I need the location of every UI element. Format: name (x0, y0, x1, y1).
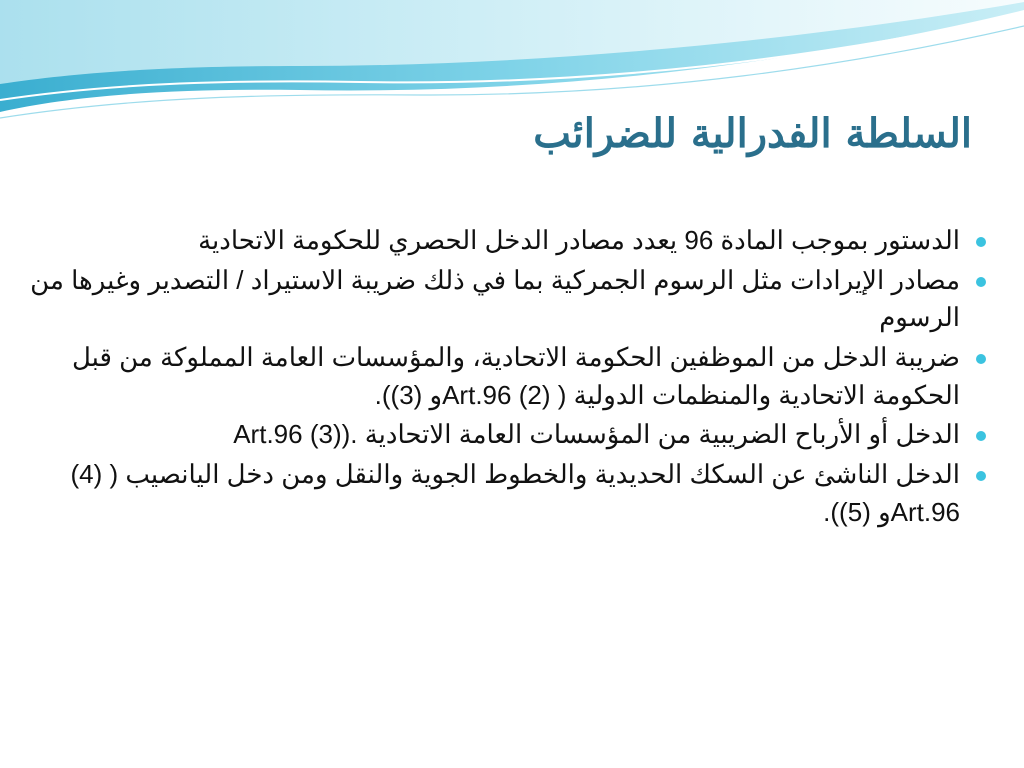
bullet-text: الدخل الناشئ عن السكك الحديدية والخطوط الجوية والنقل ومن دخل اليانصيب ( (4) Art.96و (5)). (70, 459, 960, 527)
bullet-item (16, 456, 986, 531)
bullet-text: الدستور بموجب المادة 96 يعدد مصادر الدخل الحصري للحكومة الاتحادية (198, 225, 960, 255)
bullet-text: مصادر الإيرادات مثل الرسوم الجمركية بما في ذلك ضريبة الاستيراد / التصدير وغيرها من الرسوم (30, 264, 960, 333)
bullet-item (16, 339, 986, 414)
bullet-dot-icon (976, 471, 986, 481)
bullet-dot-icon (976, 431, 986, 441)
bullet-dot-icon (976, 354, 986, 364)
slide-title: السلطة الفدرالية للضرائب (533, 110, 972, 157)
bullet-text: ضريبة الدخل من الموظفين الحكومة الاتحادية، والمؤسسات العامة المملوكة من قبل الحكومة الاتحادية والمنظمات الدولية ( (2) Art.96و (3)). (71, 342, 960, 410)
bullet-text: الدخل أو الأرباح الضريبية من المؤسسات العامة الاتحادية .((3) Art.96 (233, 419, 960, 450)
bullet-dot-icon (976, 277, 986, 287)
bullet-item (16, 222, 986, 260)
bullet-item (16, 262, 986, 337)
bullet-list (16, 222, 986, 534)
bullet-item (16, 416, 986, 454)
bullet-dot-icon (976, 237, 986, 247)
